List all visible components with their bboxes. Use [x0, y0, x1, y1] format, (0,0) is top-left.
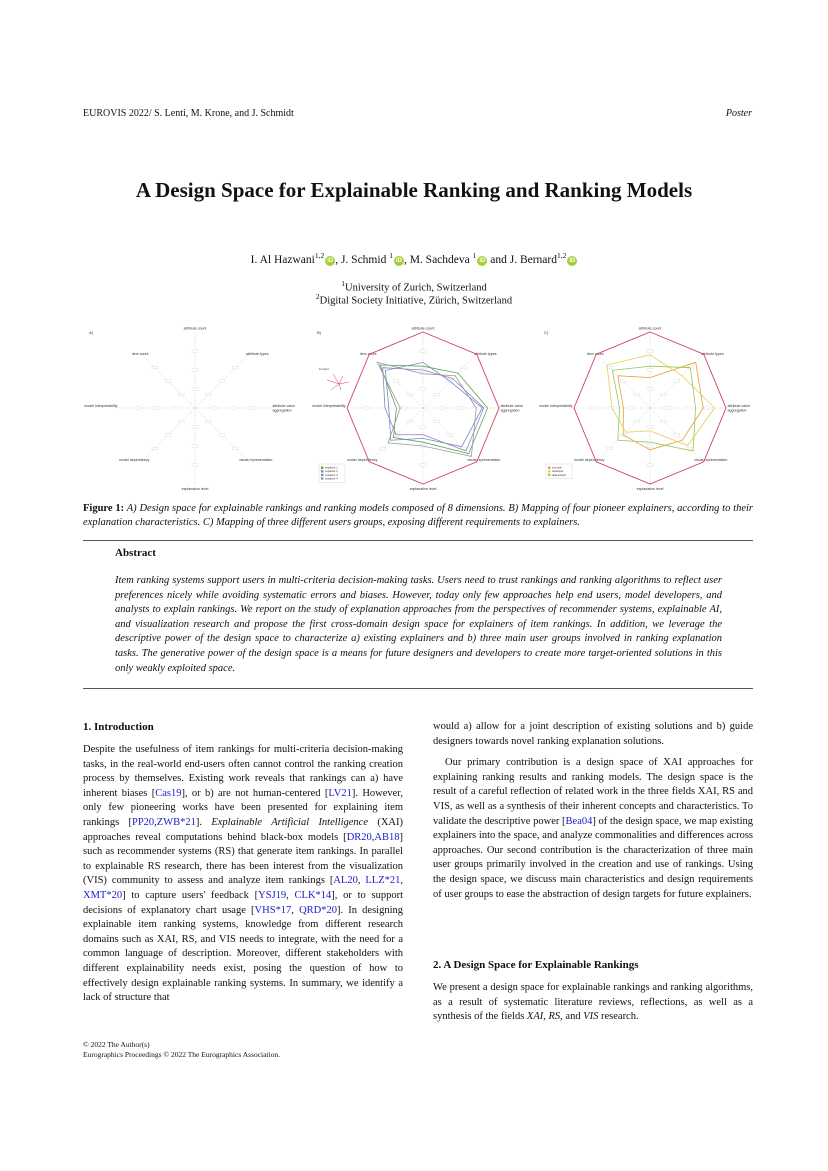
- legend-swatch: [321, 474, 323, 476]
- axis-value-box: [590, 407, 596, 409]
- axis-value-box: [647, 426, 653, 428]
- legend-swatch: [321, 477, 323, 479]
- axis-label: explanation level: [409, 487, 437, 492]
- axis-value-box: [205, 420, 211, 422]
- axis-value-box: [674, 380, 680, 382]
- axis-label: model interpretability: [84, 404, 118, 408]
- figure-1: [83, 326, 753, 494]
- axis-value-box: [420, 350, 426, 352]
- radar-chart-b: [311, 326, 536, 494]
- axis-label: attribute value: [727, 404, 751, 408]
- inset-mark: [339, 382, 349, 384]
- axis-value-box: [165, 434, 171, 436]
- inset-mark: [339, 384, 341, 390]
- inset-label: # count: [319, 367, 329, 371]
- legend-swatch: [548, 470, 550, 472]
- author-affil-sup: 1,2: [557, 251, 567, 260]
- axis-value-box: [152, 447, 158, 449]
- legend-swatch: [321, 467, 323, 469]
- paragraph: Our primary contribution is a design space of XAI approaches for explaining ranking results and ranking models. The design space is the result of a careful reflection of related work in the three fields XAI, RS and VIS, as well as a synthesis of their inherent concepts and characteristics. To validate the descriptive power [Bea04] of the design space, we map existing explainers into the space, and analyze commonalities and differences across approaches. Our second contribution is the characterization of three main user groups primarily involved in the creation and use of rankings. Using the design space, we discuss main characteristics and design requirements of user groups to ease the abstraction of design targets for future explainers.: [433, 757, 753, 900]
- axis-value-box: [660, 393, 666, 395]
- divider: [83, 540, 753, 541]
- axis-value-box: [628, 407, 634, 409]
- axis-label: model dependency: [574, 458, 605, 463]
- legend-item: end user: [552, 466, 563, 470]
- axis-value-box: [439, 407, 445, 409]
- copyright-line: © 2022 The Author(s): [83, 1040, 150, 1049]
- citation-link[interactable]: CLK*14: [294, 889, 332, 901]
- axis-label: aggregation: [272, 408, 292, 413]
- axis-label: model interpretability: [539, 404, 573, 408]
- axis-value-box: [607, 447, 613, 449]
- legend-item: explainer 4: [325, 477, 338, 481]
- axis-value-box: [135, 407, 141, 409]
- explainer-2-series: [385, 362, 482, 446]
- author-affil-sup: 1: [389, 251, 393, 260]
- author-name: , M. Sachdeva: [403, 253, 473, 266]
- citation-link[interactable]: QRD*20: [299, 904, 337, 916]
- axis-label: visual representation: [694, 458, 728, 463]
- axis-value-box: [173, 407, 179, 409]
- paragraph: would a) allow for a joint description of existing solutions and b) guide designers towards novel ranking explanation solutions.: [433, 721, 753, 747]
- citation-link[interactable]: Cas19: [155, 787, 182, 799]
- axis-value-box: [192, 426, 198, 428]
- axis-value-box: [634, 393, 640, 395]
- axis-label: model dependency: [347, 458, 378, 463]
- citation-link[interactable]: ZWB*21: [156, 816, 196, 828]
- legend-item: explainer 2: [325, 470, 338, 474]
- citation-link[interactable]: YSJ19: [258, 889, 287, 901]
- axis-label: item count: [131, 351, 149, 356]
- axis-value-box: [685, 407, 691, 409]
- panel-label: A): [89, 330, 93, 335]
- legend-swatch: [321, 470, 323, 472]
- caption-label: Figure 1:: [83, 503, 125, 514]
- legend-item: explainer 1: [325, 466, 338, 470]
- axis-value-box: [674, 434, 680, 436]
- running-header-left: EUROVIS 2022/ S. Lenti, M. Krone, and J. Schmidt: [83, 108, 294, 119]
- affil-sup: 1: [341, 279, 346, 288]
- citation-link[interactable]: AL20: [333, 875, 358, 887]
- axis-value-box: [407, 420, 413, 422]
- axis-value-box: [647, 369, 653, 371]
- axis-value-box: [647, 388, 653, 390]
- axis-value-box: [433, 420, 439, 422]
- axis-value-box: [634, 420, 640, 422]
- axis-value-box: [152, 366, 158, 368]
- citation-link[interactable]: Bea04: [565, 815, 593, 827]
- axis-label: model dependency: [119, 458, 150, 463]
- contribution-paragraphs: [433, 720, 753, 902]
- axis-label: attribute value: [500, 404, 524, 408]
- figure-caption: [83, 502, 753, 530]
- end-user-series: [618, 362, 703, 449]
- axis-label: aggregation: [727, 408, 747, 413]
- author-list: [0, 251, 828, 266]
- author-name: I. Al Hazwani: [250, 253, 315, 266]
- axis-value-box: [192, 464, 198, 466]
- axis-label: explanation level: [181, 487, 209, 492]
- axis-label: attribute count: [638, 326, 662, 331]
- axis-value-box: [219, 434, 225, 436]
- orcid-icon[interactable]: iD: [395, 257, 402, 264]
- caption-text: A) Design space for explainable rankings and ranking models composed of 8 dimensions. B) Mapping of four pioneer explainers, according to their explanation characteristics. C) Mapping of three different users groups, exposing different requirements to explainers.: [83, 503, 753, 528]
- axis-value-box: [192, 388, 198, 390]
- axis-value-box: [660, 420, 666, 422]
- panel-label: B): [317, 330, 321, 335]
- axis-value-box: [232, 447, 238, 449]
- author-affil-sup: 1: [472, 251, 477, 260]
- citation-link[interactable]: AB18: [374, 831, 400, 843]
- axis-value-box: [249, 407, 255, 409]
- citation-link[interactable]: XMT*20: [83, 889, 123, 901]
- axis-value-box: [420, 388, 426, 390]
- axis-value-box: [647, 350, 653, 352]
- legend-item: explainer 3: [325, 473, 338, 477]
- axis-value-box: [666, 407, 672, 409]
- citation-link[interactable]: PP20: [131, 816, 155, 828]
- orcid-icon[interactable]: iD: [327, 257, 334, 264]
- axis-value-box: [211, 407, 217, 409]
- axis-label: item count: [586, 351, 604, 356]
- axis-value-box: [192, 369, 198, 371]
- axis-value-box: [232, 366, 238, 368]
- section-heading-design-space: 2. A Design Space for Explainable Rankings: [433, 959, 639, 971]
- axis-label: attribute count: [411, 326, 435, 331]
- axis-value-box: [230, 407, 236, 409]
- radar-chart-c: [538, 326, 763, 494]
- inset-mark: [339, 376, 343, 384]
- abstract-heading: Abstract: [115, 547, 156, 559]
- axis-value-box: [192, 445, 198, 447]
- axis-label: model interpretability: [312, 404, 346, 408]
- copyright-line: Eurographics Proceedings © 2022 The Eurographics Association.: [83, 1050, 280, 1059]
- axis-value-box: [620, 380, 626, 382]
- citation-link[interactable]: VHS*17: [254, 904, 292, 916]
- axis-value-box: [458, 407, 464, 409]
- divider: [83, 688, 753, 689]
- axis-value-box: [205, 393, 211, 395]
- axis-value-box: [647, 445, 653, 447]
- axis-value-box: [363, 407, 369, 409]
- abstract-body: Item ranking systems support users in multi-criteria decision-making tasks. Users need to trust rankings and ranking algorithms to reflect user preferences nicely while avoiding systematic errors and biases. However, today only few approaches help end users, model developers, and analysts to explain rankings. We report on the study of explanation approaches from the perspectives of recommender systems, explainable AI, and visualization research and propose the first cross-domain design space for explainers of item rankings. In addition, we leverage the descriptive power of the design space to characterize a) existing explainers and b) three main user groups involved in ranking explanation tasks. The generative power of the design space is a means for future designers and developers to create more target-oriented solutions in this only weakly exploited space.: [115, 575, 722, 674]
- axis-value-box: [154, 407, 160, 409]
- axis-value-box: [647, 464, 653, 466]
- author-affil-sup: 1,2: [314, 251, 325, 260]
- axis-value-box: [219, 380, 225, 382]
- axis-value-box: [687, 447, 693, 449]
- legend-item: data analyst: [552, 473, 566, 477]
- axis-value-box: [407, 393, 413, 395]
- intro-paragraph: Despite the usefulness of item rankings for multi-criteria decision-making tasks, in the real-world end-users often cannot control the ranking creation process by themselves. Existing work reveals that rankings can a) have inherent biases [Cas19], or b) are not human-centered [LV21]. However, only few pioneering works have been presented for explaining item rankings [PP20,ZWB*21]. Explainable Artificial Intelligence (XAI) approaches reveal computations behind black-box models [DR20,AB18] such as recommender systems (RS) that generate item rankings. In parallel to explainable RS research, there has been interest from the visualization (VIS) community to assess and analyze item rankings [AL20, LLZ*21, XMT*20] to capture users' feedback [YSJ19, CLK*14], or to support decisions of explanatory chart usage [VHS*17, QRD*20]. In designing explainable item ranking systems, knowledge from different research domains such as XAI, RS, and VIS needs to integrate, with the need for a common language of description. Moreover, different stakeholders with different explainability needs exist, posing the question of how to effectively design explainable ranking systems. In summary, we identify a lack of structure that: [83, 744, 404, 1004]
- axis-value-box: [179, 420, 185, 422]
- radar-chart-a: [83, 326, 308, 494]
- axis-value-box: [447, 434, 453, 436]
- legend-swatch: [548, 467, 550, 469]
- axis-label: attribute types: [246, 351, 269, 356]
- axis-value-box: [179, 393, 185, 395]
- axis-label: item count: [359, 351, 377, 356]
- axis-label: explanation level: [636, 487, 664, 492]
- affil-text: Digital Society Initiative, Zürich, Switzerland: [319, 295, 513, 307]
- axis-label: attribute value: [272, 404, 296, 408]
- axis-label: aggregation: [500, 408, 520, 413]
- legend-swatch: [548, 474, 550, 476]
- inset-mark: [331, 384, 339, 390]
- running-header-right: Poster: [725, 108, 752, 119]
- axis-value-box: [704, 407, 710, 409]
- axis-label: visual representation: [239, 458, 273, 463]
- axis-value-box: [393, 380, 399, 382]
- affil-text: University of Zurich, Switzerland: [345, 282, 487, 294]
- axis-value-box: [420, 426, 426, 428]
- orcid-icon[interactable]: iD: [569, 257, 576, 264]
- citation-link[interactable]: LLZ*21: [365, 875, 401, 887]
- axis-value-box: [433, 393, 439, 395]
- axis-value-box: [420, 464, 426, 466]
- panel-label: C): [544, 330, 549, 335]
- axis-value-box: [165, 380, 171, 382]
- citation-link[interactable]: LV21: [328, 787, 352, 799]
- axis-label: attribute count: [183, 326, 207, 331]
- axis-value-box: [192, 350, 198, 352]
- orcid-icon[interactable]: iD: [479, 257, 486, 264]
- axis-value-box: [460, 366, 466, 368]
- author-name: , J. Schmid: [335, 253, 390, 266]
- citation-link[interactable]: DR20: [346, 831, 372, 843]
- paper-title: A Design Space for Explainable Ranking and Ranking Models: [135, 178, 693, 202]
- affil-sup: 2: [315, 292, 320, 301]
- axis-label: visual representation: [467, 458, 501, 463]
- section-heading-introduction: 1. Introduction: [83, 721, 154, 733]
- axis-label: attribute types: [701, 351, 724, 356]
- axis-value-box: [380, 447, 386, 449]
- affiliation-2: [0, 292, 828, 307]
- design-space-paragraph: We present a design space for explainable rankings and ranking algorithms, as a result of systematic literature reviews, reflections, as well as a synthesis of the fields XAI, RS, and VIS research.: [433, 982, 753, 1023]
- axis-value-box: [401, 407, 407, 409]
- legend-item: developer: [552, 470, 564, 474]
- axis-label: attribute types: [474, 351, 497, 356]
- author-name: and J. Bernard: [487, 253, 557, 266]
